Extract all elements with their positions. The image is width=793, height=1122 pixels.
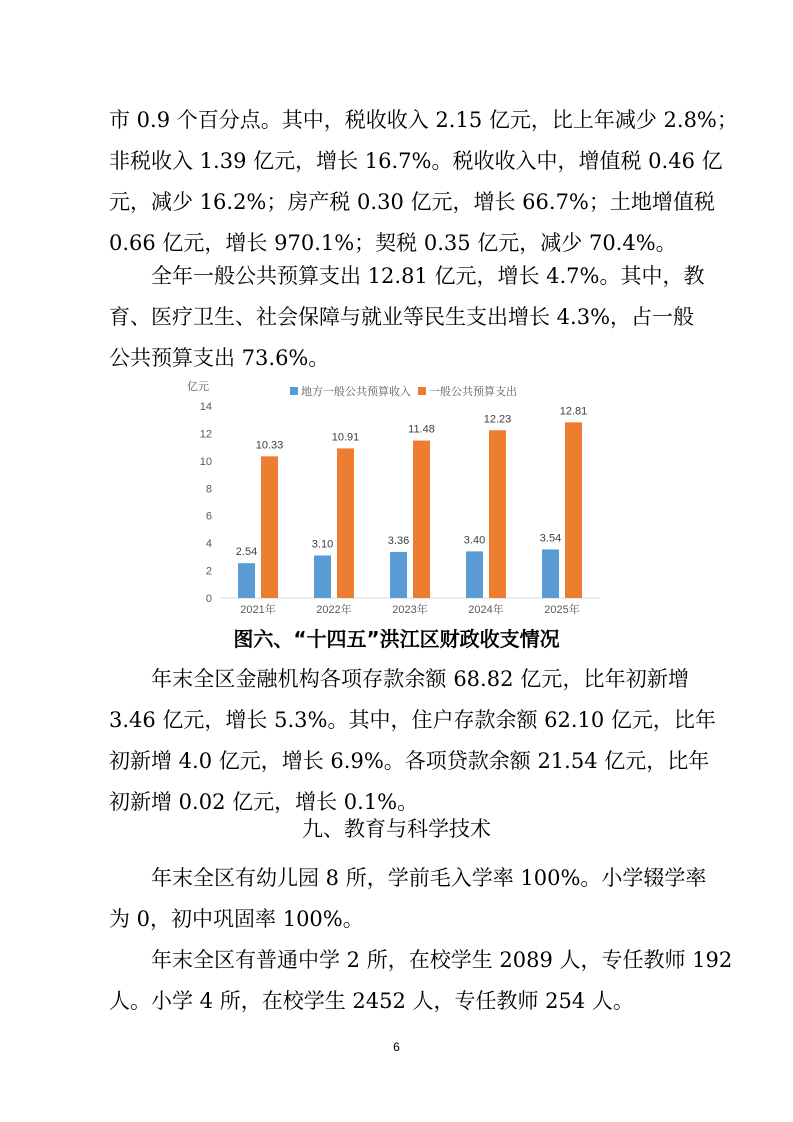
text-line: 全年一般公共预算支出 12.81 亿元，增长 4.7%。其中，教 bbox=[151, 264, 705, 288]
x-tick-label: 2022年 bbox=[316, 604, 352, 616]
data-label: 2.54 bbox=[235, 546, 258, 559]
paragraph-kindergarten bbox=[109, 858, 707, 940]
text-line: 年末全区有普通中学 2 所，在校学生 2089 人，专任教师 192 bbox=[151, 948, 733, 972]
section-heading: 九、教育与科学技术 bbox=[302, 817, 491, 841]
data-label: 3.54 bbox=[539, 532, 562, 545]
y-axis-label: 亿元 bbox=[187, 381, 209, 393]
y-tick-label: 4 bbox=[205, 538, 212, 551]
legend-swatch-0 bbox=[290, 387, 298, 395]
x-tick-label: 2023年 bbox=[392, 604, 428, 616]
text-line: 初新增 4.0 亿元，增长 6.9%。各项贷款余额 21.54 亿元，比年 bbox=[109, 749, 710, 773]
data-label: 12.23 bbox=[483, 413, 512, 426]
data-label: 10.91 bbox=[331, 431, 360, 444]
bar-1-0 bbox=[261, 456, 278, 598]
text-line: 年末全区有幼儿园 8 所，学前毛入学率 100%。小学辍学率 bbox=[151, 866, 707, 890]
text-line: 育、医疗卫生、社会保障与就业等民生支出增长 4.3%，占一般 bbox=[109, 305, 695, 329]
bar-1-2 bbox=[413, 441, 430, 598]
y-tick-label: 2 bbox=[205, 565, 212, 578]
text-line: 年末全区金融机构各项存款余额 68.82 亿元，比年初新增 bbox=[151, 667, 689, 691]
bar-1-4 bbox=[565, 422, 582, 598]
paragraph-tax bbox=[109, 100, 738, 264]
page-number: 6 bbox=[393, 1040, 400, 1054]
bar-1-1 bbox=[337, 448, 354, 598]
paragraph-finance bbox=[109, 659, 716, 823]
bar-0-1 bbox=[314, 555, 331, 598]
bar-1-3 bbox=[489, 430, 506, 598]
text-line: 0.66 亿元，增长 970.1%；契税 0.35 亿元，减少 70.4%。 bbox=[109, 231, 677, 255]
y-tick-label: 0 bbox=[205, 593, 212, 605]
bar-0-4 bbox=[542, 549, 559, 598]
bar-0-2 bbox=[390, 552, 407, 598]
data-label: 11.48 bbox=[408, 423, 435, 436]
text-line: 公共预算支出 73.6%。 bbox=[109, 346, 330, 370]
legend-swatch-1 bbox=[418, 387, 426, 395]
paragraph-schools bbox=[109, 940, 733, 1022]
paragraph-spending bbox=[109, 256, 705, 379]
y-tick-label: 12 bbox=[199, 428, 212, 441]
data-label: 10.33 bbox=[255, 439, 284, 452]
finance-bar-chart bbox=[180, 376, 610, 622]
data-label: 12.81 bbox=[559, 405, 588, 418]
text-line: 为 0，初中巩固率 100%。 bbox=[109, 907, 364, 931]
text-line: 市 0.9 个百分点。其中，税收收入 2.15 亿元，比上年减少 2.8%； bbox=[109, 108, 738, 132]
y-tick-label: 14 bbox=[199, 401, 212, 413]
data-label: 3.10 bbox=[311, 538, 334, 551]
data-label: 3.36 bbox=[387, 534, 410, 547]
text-line: 非税收入 1.39 亿元，增长 16.7%。税收收入中，增值税 0.46 亿 bbox=[109, 149, 723, 173]
y-tick-label: 8 bbox=[205, 483, 212, 496]
text-line: 3.46 亿元，增长 5.3%。其中，住户存款余额 62.10 亿元，比年 bbox=[109, 708, 716, 732]
x-tick-label: 2025年 bbox=[544, 604, 580, 616]
bar-0-3 bbox=[466, 551, 483, 598]
x-tick-label: 2024年 bbox=[468, 604, 504, 616]
text-line: 元，减少 16.2%；房产税 0.30 亿元，增长 66.7%；土地增值税 bbox=[109, 190, 715, 214]
y-tick-label: 10 bbox=[199, 455, 212, 468]
figure-caption: 图六、“十四五”洪江区财政收支情况 bbox=[233, 627, 560, 651]
y-tick-label: 6 bbox=[205, 510, 212, 523]
text-line: 人。小学 4 所，在校学生 2452 人，专任教师 254 人。 bbox=[109, 989, 634, 1013]
bar-0-0 bbox=[238, 563, 255, 598]
x-tick-label: 2021年 bbox=[240, 604, 276, 616]
legend-label-1: 一般公共预算支出 bbox=[429, 386, 517, 398]
text-line: 初新增 0.02 亿元，增长 0.1%。 bbox=[109, 790, 419, 814]
legend-label-0: 地方一般公共预算收入 bbox=[301, 386, 411, 398]
data-label: 3.40 bbox=[463, 534, 486, 547]
